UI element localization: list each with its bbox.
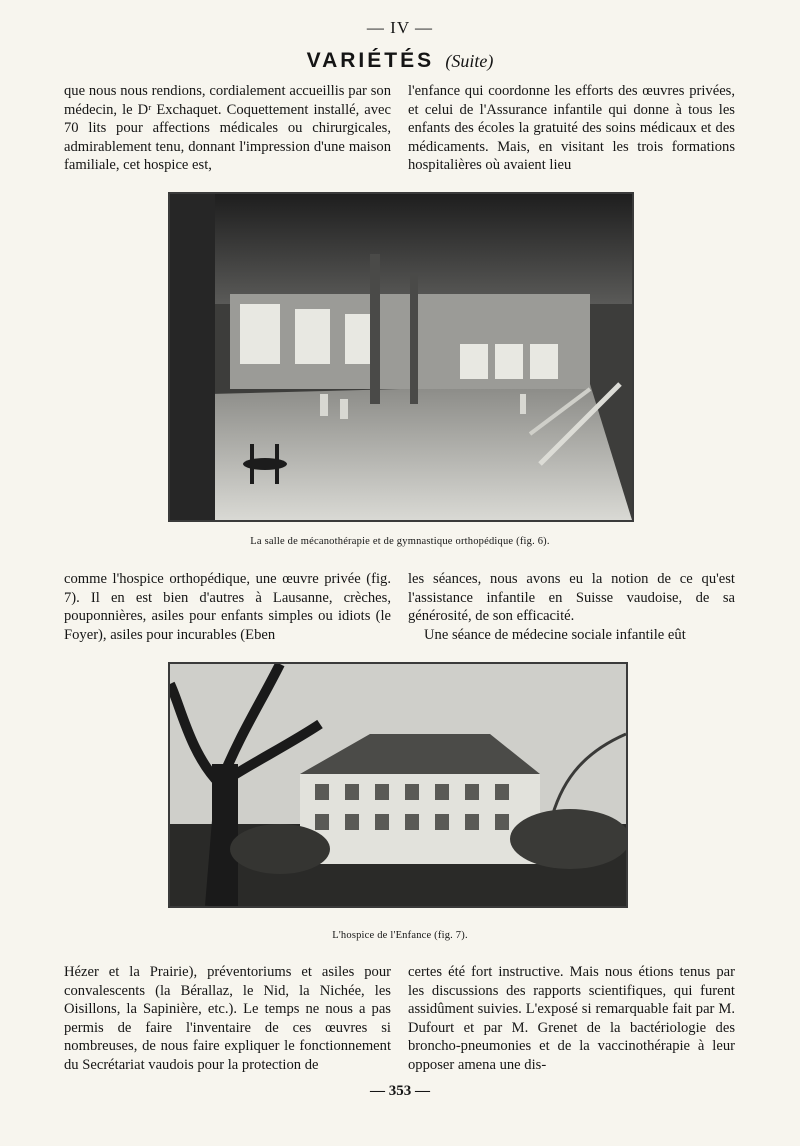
figure-caption-6: La salle de mécanothérapie et de gymnastique orthopédique (fig. 6). (250, 536, 550, 547)
text-block-3-right (408, 963, 735, 1075)
paragraph: Une séance de médecine sociale infantile eût (424, 626, 686, 643)
paragraph: que nous nous rendions, cordialement accueillis par son médecin, le Dʳ Exchaquet. Coquettement installé, avec 70 lits pour affections médicales ou chirurgicales, admirablement tenu, donnant l'impression d'une maison familiale, cet hospice est, (64, 83, 391, 174)
section-title-suffix: (Suite) (445, 51, 494, 71)
page-number: — 353 — (370, 1083, 430, 1099)
text-block-1-right (408, 82, 735, 175)
section-title-main: VARIÉTÉS (306, 49, 435, 72)
figure-caption-7: L'hospice de l'Enfance (fig. 7). (332, 930, 468, 941)
paragraph: Hézer et la Prairie), préventoriums et asiles pour convalescents (la Bérallaz, le Nid, la Nichée, les Oisillons, la Sapinière, etc.). Le temps ne nous a pas permis de faire l'inventaire de ces œuvres si nombreuses, de nous faire expliquer le fonctionnement du Secrétariat vaudois pour la protection de (64, 964, 391, 1073)
roman-numeral-header: — IV — (366, 18, 434, 37)
paragraph: certes été fort instructive. Mais nous étions tenus par les discussions des rapports scientifiques, qui furent assidûment suivies. L'exposé si remarquable fait par M. Dufourt et par M. Grenet de la bactériologie des broncho-pneumonies et de la vaccinothérapie à leur opposer amena une dis- (408, 964, 735, 1073)
text-block-1-left (64, 82, 391, 175)
section-title (0, 48, 800, 73)
paragraph: l'enfance qui coordonne les efforts des œuvres privées, et celui de l'Assurance infantile qui donne à tous les enfants des écoles la gratuité des soins médicaux et des médicaments. Mais, en visitant les trois formations hospitalières où avaient lieu (408, 83, 735, 174)
photo-gymnasium-hall (168, 192, 634, 522)
text-block-2-right (408, 570, 735, 644)
photo-hospice-building (168, 662, 628, 908)
paragraph: les séances, nous avons eu la notion de ce qu'est l'assistance infantile en Suisse vaudoise, de sa générosité, de son efficacité. (408, 571, 735, 625)
paragraph: comme l'hospice orthopédique, une œuvre privée (fig. 7). Il en est bien d'autres à Lausanne, crèches, pouponnières, asiles pour enfants simples ou idiots (le Foyer), asiles pour incurables (Eben (64, 571, 391, 643)
text-block-2-left (64, 570, 391, 644)
text-block-3-left (64, 963, 391, 1075)
